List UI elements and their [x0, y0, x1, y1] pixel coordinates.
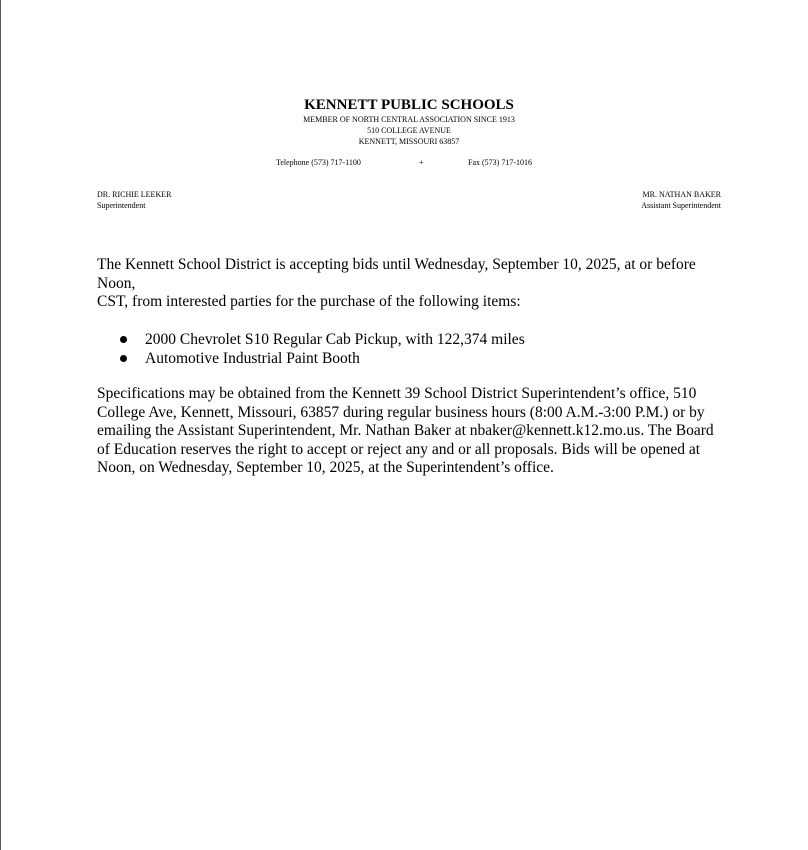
superintendent-name: DR. RICHIE LEEKER [97, 190, 172, 199]
intro-line-1: The Kennett School District is accepting bids until Wednesday, September 10, 2025, at or before [97, 256, 696, 273]
assistant-superintendent-title: Assistant Superintendent [641, 201, 721, 210]
item-text: Automotive Industrial Paint Booth [145, 350, 360, 367]
list-item [120, 330, 525, 349]
assistant-superintendent-name: MR. NATHAN BAKER [642, 190, 721, 199]
list-item [120, 349, 525, 368]
intro-line-2: Noon, [97, 275, 136, 292]
city-state-zip: KENNETT, MISSOURI 63857 [358, 137, 460, 146]
telephone-number: Telephone (573) 717-1100 [276, 158, 361, 167]
item-text: 2000 Chevrolet S10 Regular Cab Pickup, with 122,374 miles [145, 331, 525, 348]
fax-number: Fax (573) 717-1016 [468, 158, 532, 167]
specifications-paragraph: Specifications may be obtained from the Kennett 39 School District Superintendent’s office, 510 College Ave, Kennett, Missouri, 63857 during regular business hours (8:00 A.M.-3:00 P.M.) or by emailing the Assistant Superintendent, Mr. Nathan Baker at nbaker@kennett.k12.mo.us. The Board of Education reserves the right to accept or reject any and or all proposals. Bids will be opened at Noon, on Wednesday, September 10, 2025, at the Superintendent’s office. [97, 385, 714, 476]
street-address: 510 COLLEGE AVENUE [367, 126, 451, 135]
org-name: KENNETT PUBLIC SCHOOLS [304, 97, 514, 113]
intro-line-3: CST, from interested parties for the purchase of the following items: [97, 293, 521, 310]
bullet-icon [120, 355, 127, 362]
bullet-icon [120, 336, 127, 343]
items-list [120, 330, 525, 368]
contact-separator: + [419, 158, 424, 167]
superintendent-title: Superintendent [97, 201, 146, 210]
membership-line: MEMBER OF NORTH CENTRAL ASSOCIATION SINCE 1913 [303, 115, 515, 124]
